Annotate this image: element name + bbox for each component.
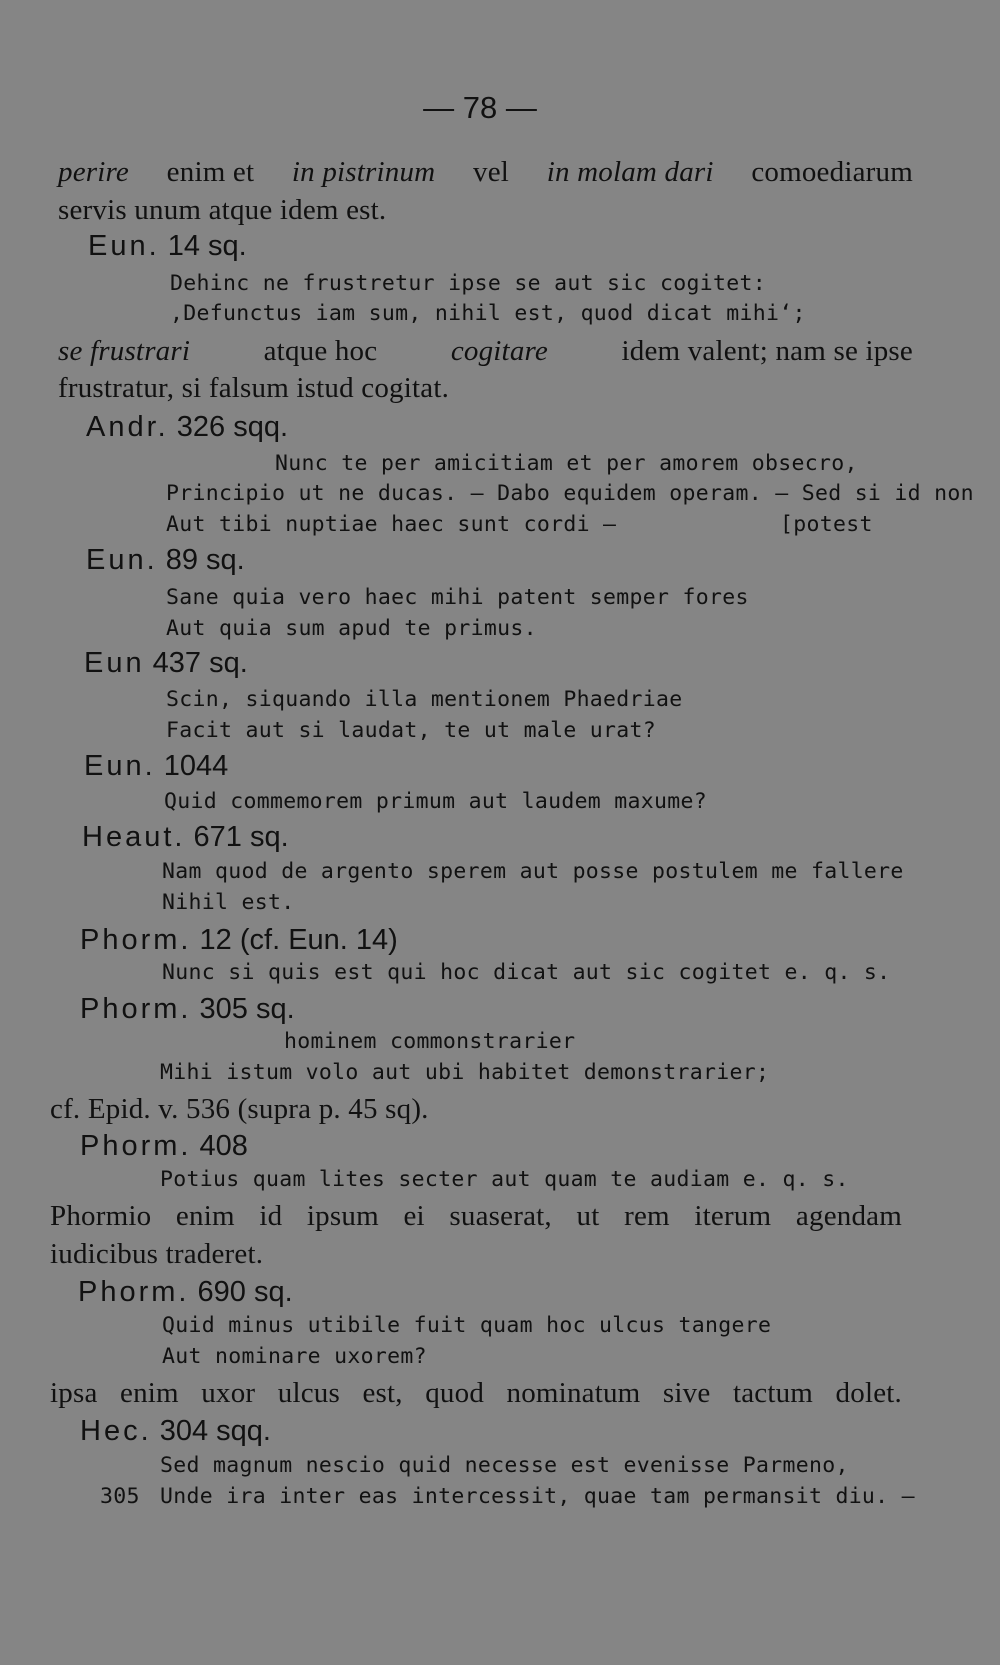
citation: Phorm. 690 sq. xyxy=(78,1276,293,1308)
text-span: enim et xyxy=(166,156,255,188)
quote-line: Aut quia sum apud te primus. xyxy=(166,616,537,641)
quote-line: Quid commemorem primum aut laudem maxume? xyxy=(164,789,708,814)
line-number: 305 xyxy=(100,1484,140,1509)
text-line: iudicibus traderet. xyxy=(50,1238,264,1270)
italic-phrase: in molam dari xyxy=(546,156,714,188)
text-line: Phormio enim id ipsum ei suaserat, ut rem iterum agendam xyxy=(50,1200,902,1232)
citation: Phorm. 408 xyxy=(80,1130,248,1162)
quote-line: Sane quia vero haec mihi patent semper fores xyxy=(166,585,749,610)
quote-line: Nunc te per amicitiam et per amorem obsecro, xyxy=(275,451,858,476)
quote-line: Nihil est. xyxy=(162,890,295,915)
citation: Eun. 89 sq. xyxy=(86,544,245,576)
citation: Hec. 304 sqq. xyxy=(80,1415,271,1447)
text-span: atque hoc xyxy=(263,335,378,367)
quote-line: Nunc si quis est qui hoc dicat aut sic cogitet e. q. s. xyxy=(162,960,891,985)
text-line: frustratur, si falsum istud cogitat. xyxy=(58,372,450,404)
quote-line: Mihi istum volo aut ubi habitet demonstrarier; xyxy=(160,1060,770,1085)
quote-line: Sed magnum nescio quid necesse est evenisse Parmeno, xyxy=(160,1453,849,1478)
text-line: servis unum atque idem est. xyxy=(58,194,387,226)
citation: Eun. 1044 xyxy=(84,750,229,782)
text-line: cf. Epid. v. 536 (supra p. 45 sq). xyxy=(50,1093,429,1125)
quote-line: Aut nominare uxorem? xyxy=(162,1344,427,1369)
citation: Heaut. 671 sq. xyxy=(82,821,289,853)
text-span: vel xyxy=(473,156,510,188)
citation: Phorm. 12 (cf. Eun. 14) xyxy=(80,924,398,956)
quote-line: [potest xyxy=(780,512,873,537)
citation: Eun. 14 sq. xyxy=(88,230,247,262)
italic-phrase: cogitare xyxy=(450,335,548,367)
quote-line: Aut tibi nuptiae haec sunt cordi — xyxy=(166,512,617,537)
page-number: — 78 — xyxy=(423,90,537,125)
text-span: idem valent; nam se ipse xyxy=(621,335,913,367)
text-line: ipsa enim uxor ulcus est, quod nominatum sive tactum dolet. xyxy=(50,1377,902,1409)
quote-line: Facit aut si laudat, te ut male urat? xyxy=(166,718,657,743)
text-span: comoediarum xyxy=(751,156,913,188)
quote-line: Scin, siquando illa mentionem Phaedriae xyxy=(166,687,683,712)
quote-line: Nam quod de argento sperem aut posse postulem me fallere xyxy=(162,859,904,884)
quote-line: Potius quam lites secter aut quam te audiam e. q. s. xyxy=(160,1167,849,1192)
citation: Phorm. 305 sq. xyxy=(80,993,295,1025)
quote-line: Unde ira inter eas intercessit, quae tam permansit diu. — xyxy=(160,1484,915,1509)
quote-line: hominem commonstrarier xyxy=(284,1029,576,1054)
citation: Andr. 326 sqq. xyxy=(86,411,289,443)
text-line xyxy=(58,337,913,366)
quote-line: Dehinc ne frustretur ipse se aut sic cogitet: xyxy=(170,271,766,296)
italic-phrase: in pistrinum xyxy=(291,156,436,188)
quote-line: Principio ut ne ducas. — Dabo equidem operam. — Sed si id non xyxy=(166,481,974,506)
quote-line: Quid minus utibile fuit quam hoc ulcus tangere xyxy=(162,1313,772,1338)
text-line xyxy=(58,158,913,187)
italic-phrase: perire xyxy=(58,156,129,188)
citation: Eun 437 sq. xyxy=(84,647,248,679)
quote-line: ‚Defunctus iam sum, nihil est, quod dicat mihi‘; xyxy=(170,301,806,326)
italic-phrase: se frustrari xyxy=(58,335,191,367)
